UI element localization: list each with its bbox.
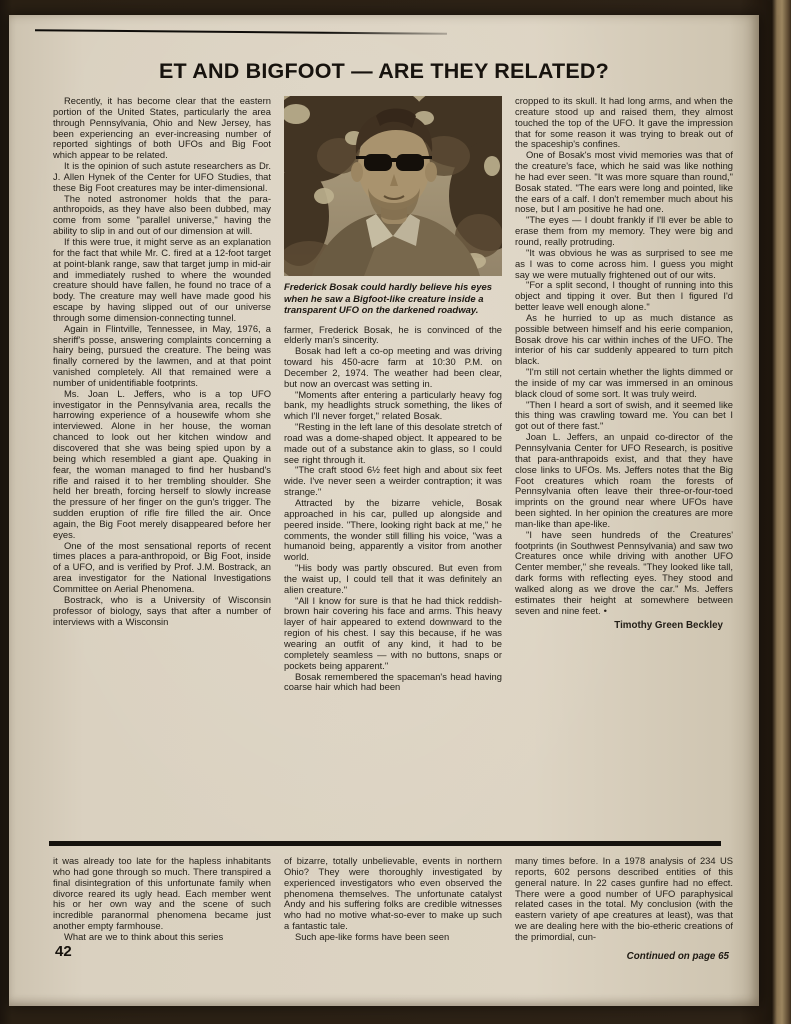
- paragraph: The noted astronomer holds that the para-anthropoids, as they have also been dubbed, may come from some "parallel universe," having the ability to slip in and out of our dimension at will.: [53, 192, 271, 237]
- paragraph: Again in Flintville, Tennessee, in May, 1976, a sheriff's posse, answering complaints concerning a hairy being, pursued the creature. The being was finally cornered by the lawmen, and at that point vanished completely. All that remained were a number of unidentifiable footprints.: [53, 322, 271, 388]
- photo-caption: Frederick Bosak could hardly believe his eyes when he saw a Bigfoot-like creature inside a transparent UFO on the darkened roadway.: [284, 282, 493, 316]
- paragraph: "It was obvious he was as surprised to see me as I was to come across him. I guess you might say we were mutually frightened out of our wits.: [515, 246, 733, 280]
- paragraph: farmer, Frederick Bosak, he is convinced of the elderly man's sincerity.: [284, 323, 502, 346]
- article-title: ET AND BIGFOOT — ARE THEY RELATED?: [159, 59, 609, 83]
- paragraph: One of Bosak's most vivid memories was that of the creature's face, which he said was like nothing he had ever seen. "It was more square than round," Bosak stated. "The ears were long and pointed, like the ears of a calf. I don't remember much about his nose, but I am positive he had one.: [515, 149, 733, 215]
- column-2-text: [284, 325, 502, 694]
- paragraph: Such ape-like forms have been seen: [295, 930, 450, 942]
- paragraph: Ms. Joan L. Jeffers, who is a top UFO investigator in the Pennsylvania area, recalls the harrowing experience of a housewife whom she interviewed. Alone in her house, the woman chanced to look out her kitchen window and discovered that she was being spied upon by a being which resembled a giant ape. Quaking in fear, the woman managed to find her husband's rifle and raised it to her trembling shoulder. She held her breath, forcing herself to slowly increase the pressure of her finger on the gun's trigger. The sudden eruption of rifle fire filled the air. Once again, the Big Foot merely disappeared before her eyes.: [53, 387, 271, 540]
- main-article: [9, 96, 759, 833]
- paragraph: Recently, it has become clear that the eastern portion of the United States, particularly the area through Pennsylvania, Ohio and New Jersey, has been experiencing an ever-increasing number of reported sightings of both UFOs and Big Foot which appear to be related.: [53, 96, 271, 161]
- paragraph: "His body was partly obscured. But even from the waist up, I could tell that it was definitely an alien creature.": [284, 562, 502, 595]
- paragraph: What are we to think about this series: [64, 930, 224, 942]
- column-2: [284, 96, 502, 833]
- paragraph: Bostrack, who is a University of Wisconsin professor of biology, says that after a number of interviews with a Wisconsin: [53, 593, 271, 627]
- bottom-column-1: [53, 856, 271, 984]
- paragraph: "The craft stood 6½ feet high and about six feet wide. I've never seen a weirder contraption; it was strange.": [284, 464, 502, 498]
- paragraph: Attracted by the bizarre vehicle, Bosak approached in his car, pulled up alongside and peered inside. "There, looking right back at me," he comments, the wonder still filling his voice, "was a humanoid being, apparently a visitor from another world.: [284, 497, 502, 563]
- paragraph: "Resting in the left lane of this desolate stretch of road was a dome-shaped object. It appeared to be made out of a substance akin to glass, so I could see right through it.: [284, 421, 502, 465]
- paragraph: As he hurried to up as much distance as possible between himself and his eerie companion, Bosak drove his car within inches of the UFO. The interior of his car suddenly appeared to turn pitch black.: [515, 311, 733, 367]
- paragraph: "Then I heard a sort of swish, and it seemed like this thing was crawling toward me. You can bet I got out of there fast.": [515, 398, 733, 432]
- paragraph: One of the most sensational reports of recent times places a para-anthropoid, or Big Foot, inside of a UFO, and is verified by Prof. J.M. Bostrack, an area investigator for the National Investigations Committee on Aerial Phenomena.: [53, 539, 271, 594]
- column-3-text: [515, 96, 733, 617]
- paragraph: Joan L. Jeffers, an unpaid co-director of the Pennsylvania Center for UFO Research, is positive that para-anthrapoids exist, and that they have close links to UFOs. Ms. Jeffers notes that the Big Foot creatures which roam the forests of Pennsylvania often leave their three-or-four-toed imprints on the ground near where UFOs have been sighted. In her opinion the creatures are more man-like than ape-like.: [515, 431, 733, 529]
- bottom-column-3-text: [515, 856, 733, 943]
- continued-notice: Continued on page 65: [626, 950, 729, 962]
- paragraph: Bosak remembered the spaceman's head having coarse hair which had been: [284, 670, 502, 693]
- column-3: [515, 96, 733, 833]
- column-1-text: [53, 96, 271, 627]
- paragraph: If this were true, it might serve as an explanation for the fact that while Mr. C. fired at a 12-foot target at point-blank range, saw that target jump in mid-air and immediately rushed to where the wounded creature should have fallen, he found no trace of a body. The creature may well have made good his escape by having slipped out of our universe through some dimension-connecting tunnel.: [53, 235, 271, 323]
- paragraph: Bosak had left a co-op meeting and was driving toward his 450-acre farm at 10:30 P.M. on December 2, 1974. The weather had been clear, but now an overcast was setting in.: [284, 345, 502, 389]
- bottom-column-2: [284, 856, 502, 984]
- paragraph: "All I know for sure is that he had thick reddish-brown hair covering his face and arms. This heavy layer of hair appeared to extend downward to the region of his chest. I say this because, if he was wearing an outfit of any kind, it had to be completely seamless — with no buttons, snaps or pockets being apparent.": [284, 594, 502, 671]
- column-1: [53, 96, 271, 833]
- paragraph: It is the opinion of such astute researchers as Dr. J. Allen Hynek of the Center for UFO Studies, that these Big Foot creatures may be inter-dimensional.: [53, 160, 271, 193]
- paragraph: "I'm still not certain whether the lights dimmed or the inside of my car was immersed in an ominous black cloud of some sort. It was truly weird.: [515, 366, 733, 399]
- section-divider-rule: [49, 841, 721, 846]
- paragraph: of bizarre, totally unbelievable, events in northern Ohio? They were thoroughly investigated by experienced investigators who even observed the phenomena themselves. The unfortunate catalyst Andy and his suffering folks are credible witnesses who had no motive what-so-ever to make up such a fantastic tale.: [284, 856, 502, 932]
- paragraph: "For a split second, I thought of running into this object and tipping it over. But then I figured I'd better leave well enough alone.": [515, 279, 733, 313]
- bottom-column-1-text: [53, 856, 271, 943]
- page-number: 42: [55, 943, 72, 960]
- paragraph: many times before. In a 1978 analysis of 234 US reports, 602 persons described entities of this general nature. In 22 cases gunfire had no effect. There were a good number of UFO paraphysical related cases in the total. My conclusion (with the eastern variety of ape creatures at least), was that we are dealing here with the bio-etheric creations of the primordial, cun-: [515, 856, 733, 942]
- paragraph: "The eyes — I doubt frankly if I'll ever be able to erase them from my memory. They were big and round, really protruding.: [515, 214, 733, 247]
- magazine-page: [9, 15, 759, 1006]
- paragraph: "Moments after entering a particularly heavy fog bank, my headlights struck something, the likes of which I'll never forget," related Bosak.: [284, 388, 502, 422]
- photo-figure: [284, 96, 502, 317]
- bottom-article: [9, 856, 759, 984]
- bosak-portrait-photo: [284, 96, 502, 276]
- paragraph: it was already too late for the hapless inhabitants who had gone through so much. There transpired a final disintegration of this unfortunate family when divorce reared its ugly head. Each member went his or her own way and the scene of such incredible paranormal phenomena became just another empty farmhouse.: [53, 856, 271, 932]
- byline: Timothy Green Beckley: [614, 619, 723, 631]
- bottom-column-3: [515, 856, 733, 984]
- paragraph: cropped to its skull. It had long arms, and when the creature stood up and raised them, they almost touched the top of the UFO. It gave the impression that for some reason it was trying to break out of the spaceship's confines.: [515, 96, 733, 150]
- bottom-column-2-text: [284, 856, 502, 943]
- top-rule: [35, 29, 447, 35]
- paragraph: "I have seen hundreds of the Creatures' footprints (in Southwest Pennsylvania) and saw two Creatures once while driving with another UFO Center member," she reveals. "They looked like tall, dark forms with reflecting eyes. They stood and walked along as we drove the car." Ms. Jeffers estimates their height at somewhere between seven and nine feet. •: [515, 528, 733, 616]
